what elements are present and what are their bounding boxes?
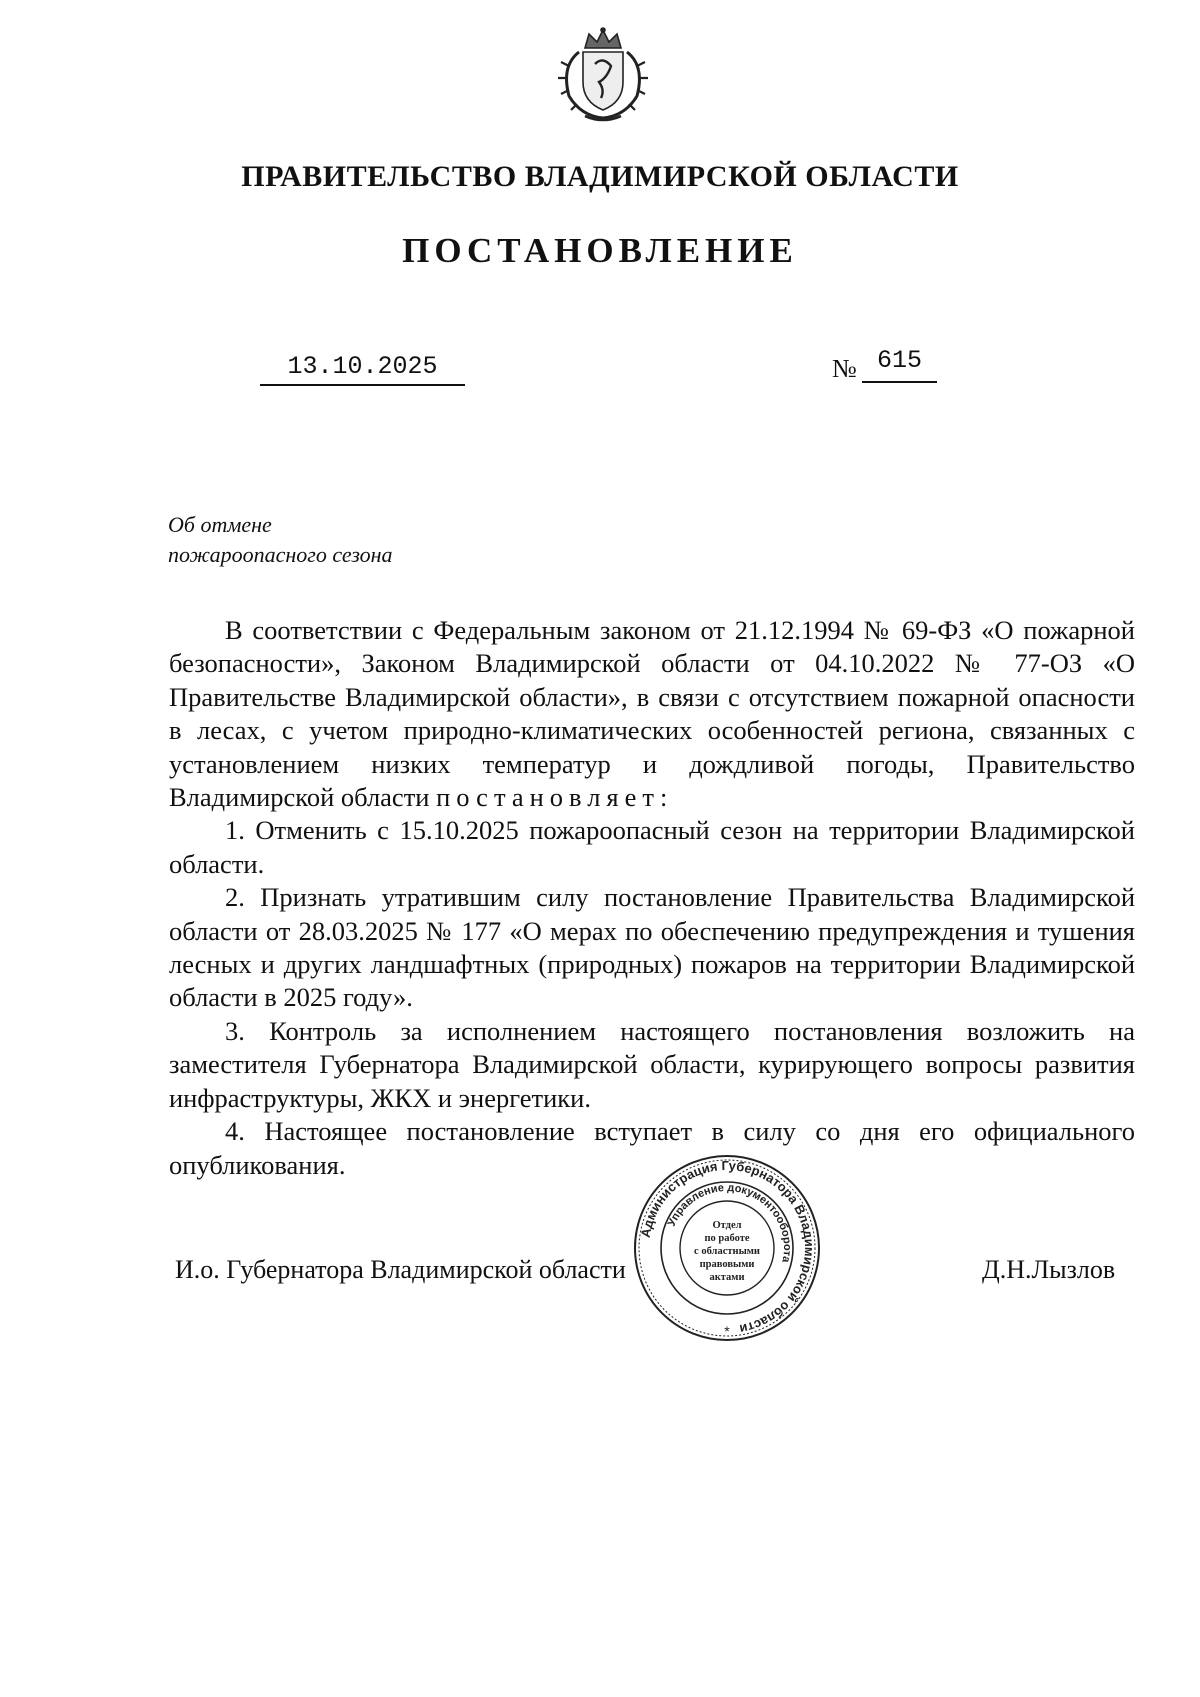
item-3: 3. Контроль за исполнением настоящего постановления возложить на заместителя Губернатора Владимирской области, курирующего вопросы развития инфраструктуры, ЖКХ и энергетики. <box>169 1015 1135 1113</box>
preamble-text: В соответствии с Федеральным законом от 21.12.1994 № 69-ФЗ «О пожарной безопасности», Законом Владимирской области от 04.10.2022 № 77-ОЗ «О Правительстве Владимирской области», в связи с отсутствием пожарной опасности в лесах, с учетом природно-климатических особенностей региона, связанных с установлением низких температур и дождливой погоды, Правительство Владимирской области <box>169 615 1135 813</box>
seal-inner-text: Управление документооборота <box>665 1181 794 1264</box>
document-type-title: ПОСТАНОВЛЕНИЕ <box>402 231 798 270</box>
preamble-paragraph <box>169 614 1135 814</box>
government-title: ПРАВИТЕЛЬСТВО ВЛАДИМИРСКОЙ ОБЛАСТИ <box>241 160 959 193</box>
official-seal-stamp <box>632 1153 822 1343</box>
signer-position: И.о. Губернатора Владимирской области <box>175 1255 626 1284</box>
seal-star: * <box>724 1323 730 1339</box>
signer-name: Д.Н.Лызлов <box>982 1255 1116 1284</box>
item-2: 2. Признать утратившим силу постановление Правительства Владимирской области от 28.03.2025 № 177 «О мерах по обеспечению предупреждения и тушения лесных и других ландшафтных (природных) пожаров на территории Владимирской области в 2025 году». <box>169 882 1135 1013</box>
seal-center-line-2: по работе <box>704 1233 750 1244</box>
decree-word: постановляет <box>436 782 660 813</box>
seal-center-line-4: правовыми <box>699 1259 755 1270</box>
document-date: 13.10.2025 <box>260 352 465 386</box>
subject-line-1: Об отмене <box>168 512 272 537</box>
seal-center-line-3: с областными <box>694 1246 760 1257</box>
subject-line-2: пожароопасного сезона <box>168 542 393 567</box>
seal-center-line-5: актами <box>709 1272 745 1283</box>
document-subject <box>168 510 393 570</box>
seal-center-line-1: Отдел <box>712 1220 742 1231</box>
document-body <box>169 614 1135 1182</box>
item-4: 4. Настоящее постановление вступает в силу со дня его официального опубликования. <box>169 1116 1135 1180</box>
document-number: 615 <box>862 346 937 383</box>
item-1: 1. Отменить с 15.10.2025 пожароопасный сезон на территории Владимирской области. <box>169 815 1135 879</box>
coat-of-arms-emblem <box>547 26 659 126</box>
decree-colon: : <box>659 782 668 813</box>
seal-outer-text: Администрация Губернатора Владимирской области <box>637 1157 818 1337</box>
number-sign: № <box>832 354 857 383</box>
